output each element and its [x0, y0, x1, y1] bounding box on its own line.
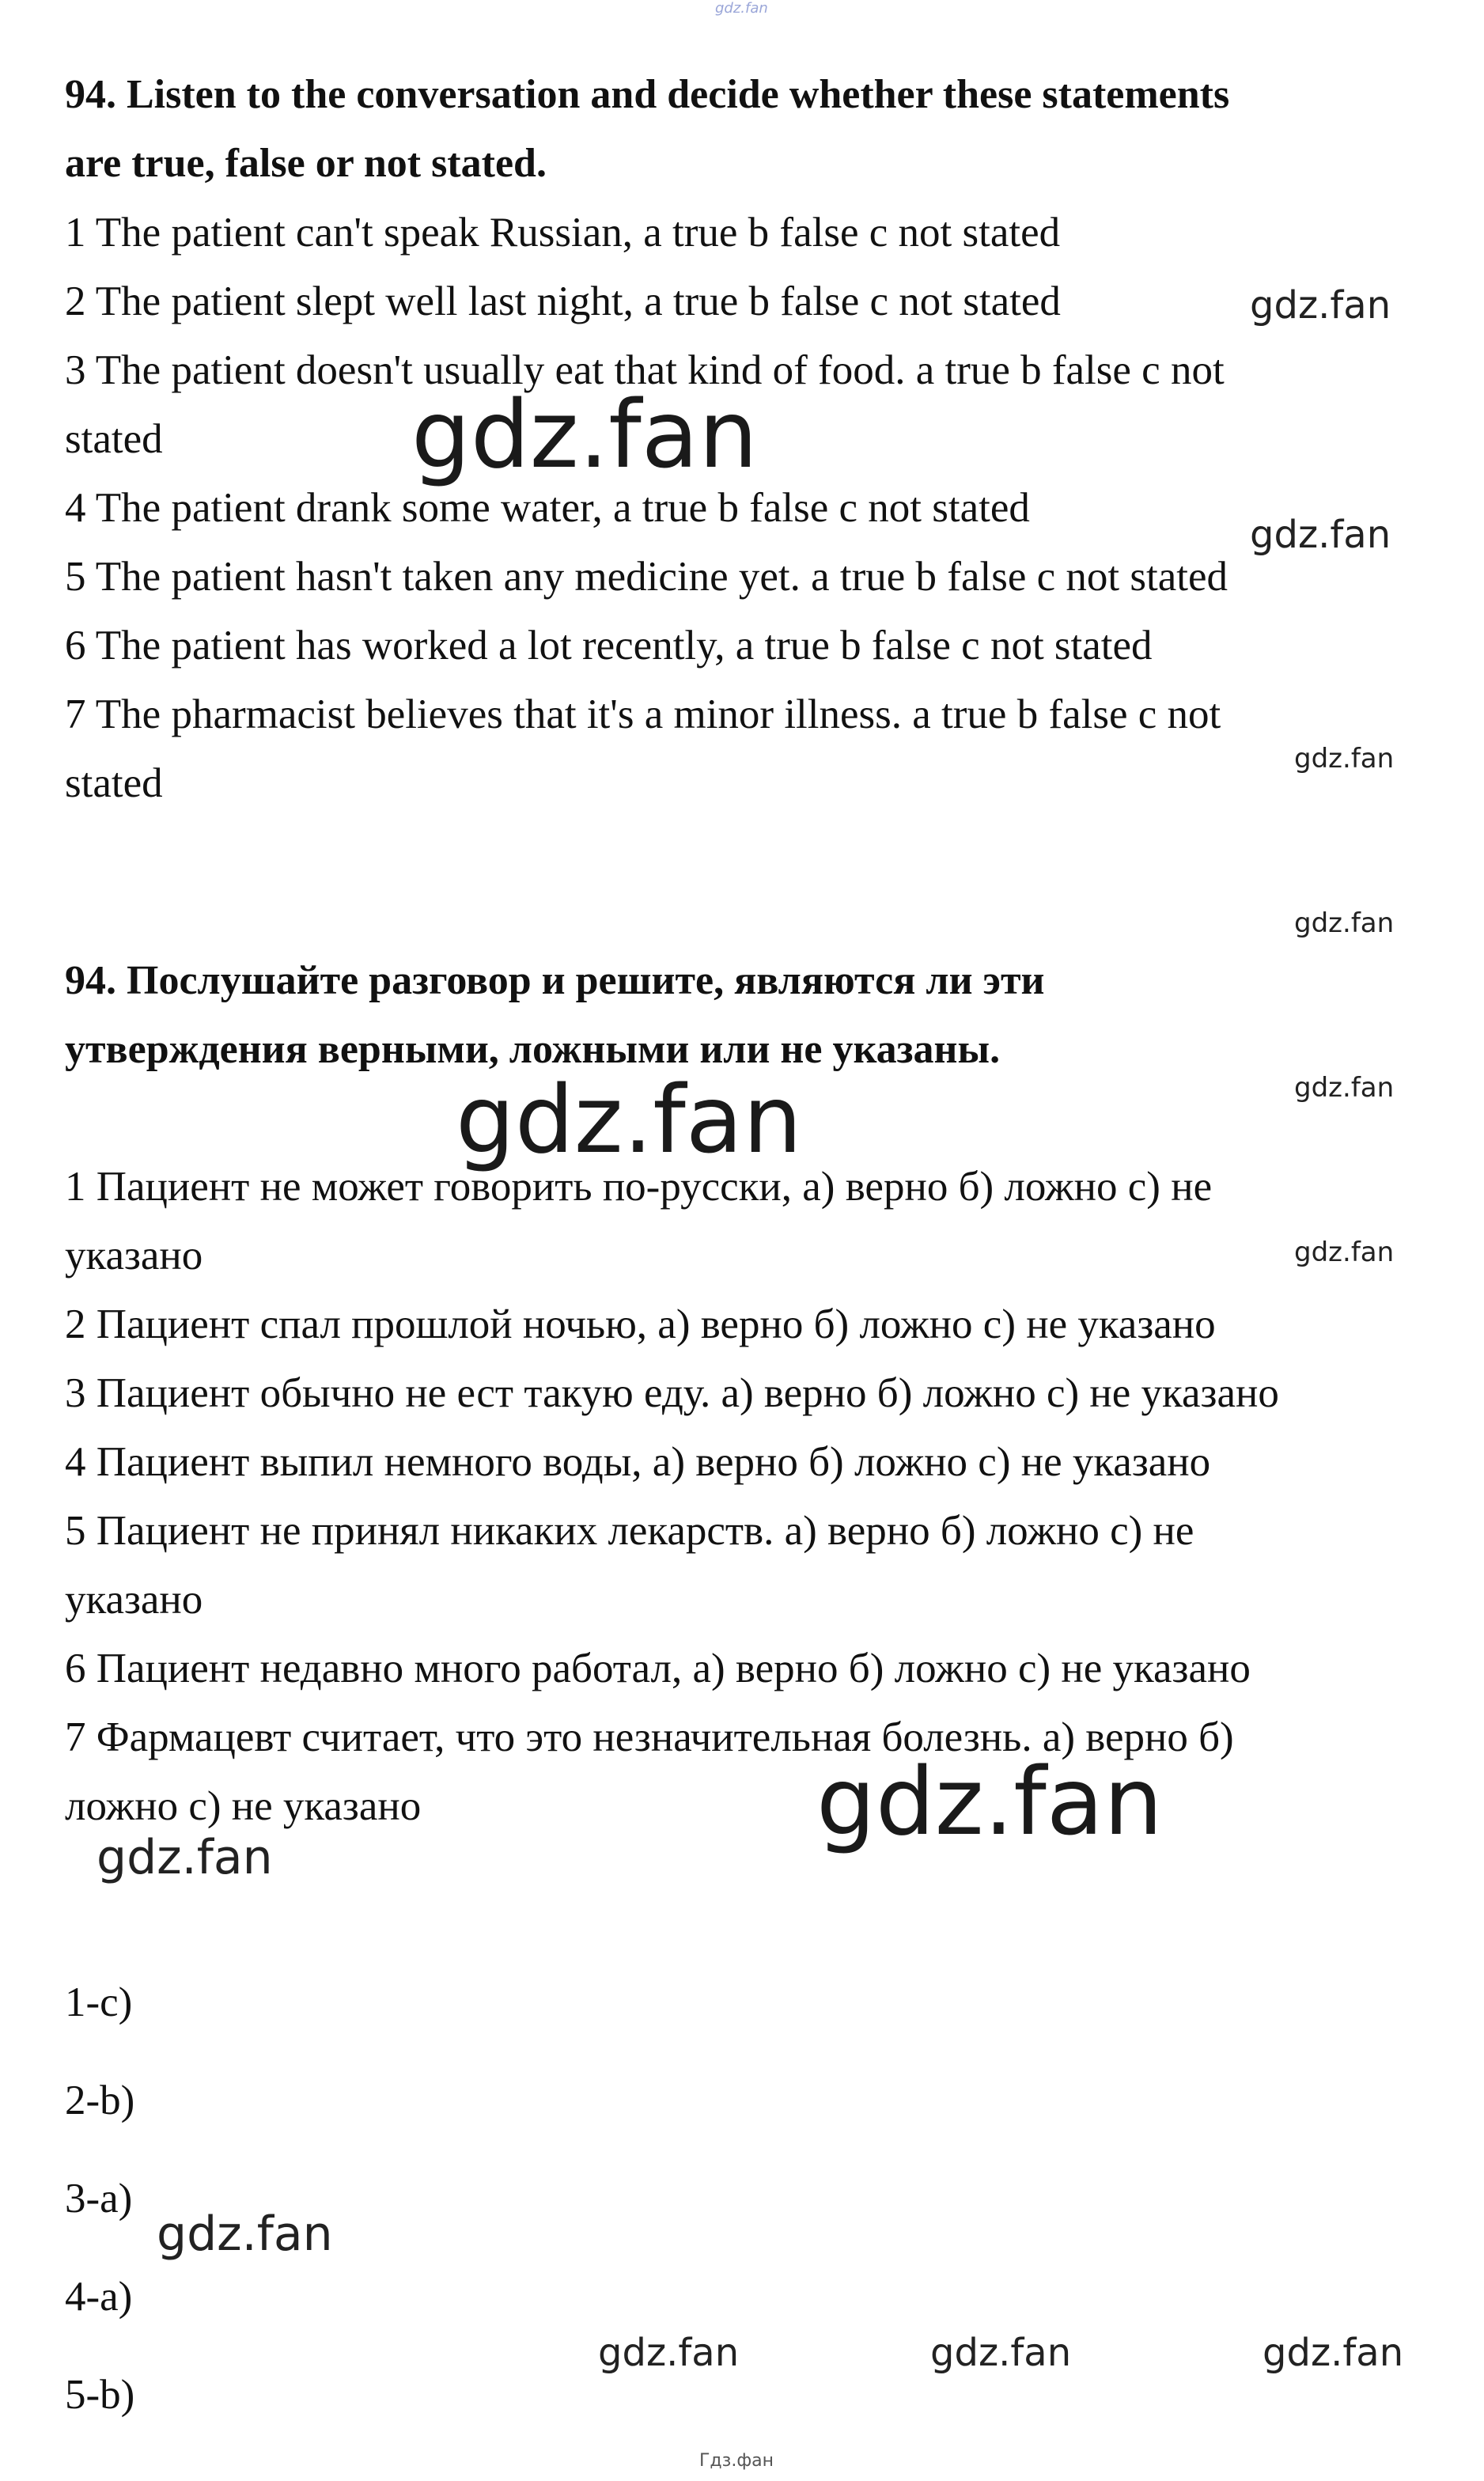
- watermark-large: gdz.fan: [816, 1747, 1163, 1856]
- watermark-footer: Гдз.фан: [699, 2451, 774, 2471]
- russian-line-4: 4 Пациент выпил немного воды, а) верно б) ложно с) не указано: [65, 1439, 1211, 1485]
- answer-3: 3-а): [65, 2176, 133, 2222]
- answer-1: 1-с): [65, 1979, 133, 2025]
- russian-line-7-cont: ложно с) не указано: [65, 1783, 422, 1829]
- english-line-6: 6 The patient has worked a lot recently, a true b false c not stated: [65, 623, 1153, 669]
- watermark: gdz.fan: [1294, 907, 1395, 939]
- english-line-2: 2 The patient slept well last night, a true b false c not stated: [65, 278, 1061, 324]
- english-heading-line2: are true, false or not stated.: [65, 141, 547, 186]
- watermark: gdz.fan: [1250, 283, 1391, 328]
- english-line-5: 5 The patient hasn't taken any medicine yet. a true b false c not stated: [65, 554, 1228, 600]
- watermark: gdz.fan: [1294, 743, 1395, 775]
- answer-2: 2-b): [65, 2078, 135, 2123]
- russian-heading-line2: утверждения верными, ложными или не указаны.: [65, 1027, 1001, 1072]
- watermark-large: gdz.fan: [456, 1065, 802, 1174]
- watermark: gdz.fan: [1294, 1237, 1395, 1268]
- english-line-3: 3 The patient doesn't usually eat that kind of food. a true b false c not: [65, 347, 1225, 393]
- russian-heading-line1: 94. Послушайте разговор и решите, являются ли эти: [65, 958, 1045, 1003]
- watermark: gdz.fan: [1263, 2331, 1404, 2375]
- watermark-large: gdz.fan: [411, 380, 758, 489]
- watermark: gdz.fan: [1250, 513, 1391, 557]
- watermark: gdz.fan: [598, 2331, 740, 2375]
- russian-line-5-cont: указано: [65, 1577, 203, 1623]
- watermark: gdz.fan: [1294, 1072, 1395, 1104]
- answer-4: 4-а): [65, 2274, 133, 2320]
- watermark: gdz.fan: [157, 2206, 333, 2262]
- english-line-4: 4 The patient drank some water, a true b false c not stated: [65, 485, 1030, 531]
- english-line-7-cont: stated: [65, 760, 163, 806]
- answer-5: 5-b): [65, 2372, 135, 2418]
- russian-line-2: 2 Пациент спал прошлой ночью, а) верно б) ложно с) не указано: [65, 1301, 1216, 1347]
- watermark-top: gdz.fan: [715, 0, 768, 17]
- russian-line-1: 1 Пациент не может говорить по-русски, а) верно б) ложно с) не: [65, 1164, 1213, 1210]
- english-line-7: 7 The pharmacist believes that it's a minor illness. a true b false c not: [65, 691, 1221, 737]
- russian-line-6: 6 Пациент недавно много работал, а) верно б) ложно с) не указано: [65, 1646, 1251, 1691]
- watermark: gdz.fan: [97, 1830, 273, 1885]
- english-heading-line1: 94. Listen to the conversation and decide whether these statements: [65, 72, 1230, 117]
- english-line-1: 1 The patient can't speak Russian, a true b false c not stated: [65, 210, 1061, 256]
- russian-line-3: 3 Пациент обычно не ест такую еду. а) верно б) ложно с) не указано: [65, 1370, 1279, 1416]
- english-line-3-cont: stated: [65, 416, 163, 462]
- russian-line-1-cont: указано: [65, 1233, 203, 1278]
- russian-line-7: 7 Фармацевт считает, что это незначительная болезнь. а) верно б): [65, 1714, 1234, 1760]
- russian-line-5: 5 Пациент не принял никаких лекарств. а) верно б) ложно с) не: [65, 1508, 1194, 1554]
- watermark: gdz.fan: [930, 2331, 1072, 2375]
